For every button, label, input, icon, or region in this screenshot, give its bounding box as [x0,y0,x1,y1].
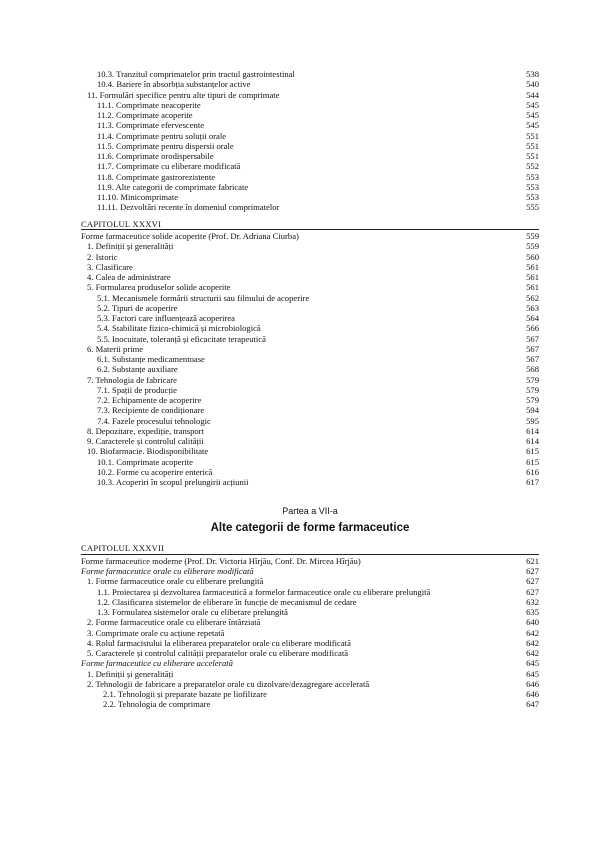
toc-entry-page: 627 [526,586,539,597]
toc-entry[interactable] [81,405,539,415]
toc-entry-page: 545 [526,99,539,110]
toc-entry-title: 4. Rolul farmacistului la eliberarea preparatelor orale cu eliberare modificată [87,637,351,648]
toc-entry-title: 5. Formularea produselor solide acoperite [87,282,231,293]
toc-entry[interactable] [81,192,539,202]
toc-entry[interactable] [81,617,539,627]
toc-entry[interactable] [81,658,539,668]
toc-entry[interactable] [81,467,539,477]
toc-entry[interactable] [81,141,539,151]
toc-entry-page: 595 [526,415,539,426]
toc-entry-title: 10.2. Forme cu acoperire enterică [97,466,213,477]
toc-entry-title: 11.11. Dezvoltări recente în domeniul comprimatelor [97,202,280,213]
toc-entry-title: 5.5. Inocuitate, toleranță și eficacitate terapeutică [97,333,266,344]
toc-entry-page: 642 [526,637,539,648]
toc-entry-page: 615 [526,456,539,467]
toc-entry[interactable] [81,395,539,405]
part-label: Partea a VII-a [282,506,338,517]
toc-entry-title: 7. Tehnologia de fabricare [87,374,177,385]
toc-entry[interactable] [81,323,539,333]
toc-entry-page: 635 [526,607,539,617]
toc-entry[interactable] [81,689,539,699]
toc-entry[interactable] [81,669,539,679]
toc-entry[interactable] [81,364,539,374]
toc-entry-title: 11.10. Minicomprimate [97,192,179,202]
toc-entry-page: 614 [526,436,539,446]
toc-entry-page: 551 [526,130,539,141]
toc-entry-page: 615 [526,446,539,457]
toc-entry-title: 1.3. Formularea sistemelor orale cu eliberare prelungită [97,607,288,617]
toc-entry[interactable] [81,446,539,456]
toc-entry-title: Forme farmaceutice cu eliberare accelerată [81,658,233,669]
toc-entry-page: 640 [526,617,539,628]
toc-entry[interactable] [81,597,539,607]
toc-entry-page: 567 [526,333,539,344]
toc-entry-title: 1.1. Proiectarea și dezvoltarea farmaceutică a formelor farmaceutice orale cu eliberare prelungită [97,586,431,597]
toc-entry[interactable] [81,110,539,120]
toc-entry[interactable] [81,426,539,436]
toc-entry[interactable] [81,607,539,617]
chapter-rule [81,229,539,230]
chapter-xxxvii-entries [81,556,539,710]
toc-entry-title: 10.3. Tranzitul comprimatelor prin tractul gastrointestinal [97,69,295,79]
toc-entry[interactable] [81,262,539,272]
toc-entry-title: 7.2. Echipamente de acoperire [97,395,202,405]
toc-entry-title: 11.1. Comprimate neacoperite [97,99,201,110]
toc-entry-title: 2.1. Tehnologii și preparate bazate pe liofilizare [103,689,267,699]
toc-entry-page: 616 [526,466,539,477]
toc-entry-title: Forme farmaceutice moderne (Prof. Dr. Victoria Hîrjău, Conf. Dr. Mircea Hîrjău) [81,555,361,566]
toc-entry-title: 1. Definiții și generalități [87,668,174,679]
toc-entry-page: 567 [526,354,539,364]
toc-entry-page: 553 [526,171,539,182]
toc-entry[interactable] [81,679,539,689]
toc-entry-page: 647 [526,699,539,710]
toc-entry-title: 11.8. Comprimate gastrorezistente [97,171,216,182]
toc-entry-page: 551 [526,151,539,161]
toc-entry-title: 11.3. Comprimate efervescente [97,120,205,131]
toc-entry-page: 545 [526,120,539,131]
toc-entry[interactable] [81,120,539,130]
toc-entry-page: 551 [526,140,539,151]
toc-entry[interactable] [81,182,539,192]
toc-entry-title: 10.3. Acoperiri în scopul prelungirii acțiunii [97,477,249,487]
toc-entry-page: 563 [526,302,539,313]
toc-entry[interactable] [81,457,539,467]
toc-entry-title: 5.1. Mecanismele formării structurii sau filmului de acoperire [97,292,310,303]
toc-entry-page: 566 [526,323,539,334]
toc-entry-page: 642 [526,627,539,638]
toc-entry[interactable] [81,252,539,262]
toc-entry-page: 614 [526,425,539,436]
toc-entry-title: 1.2. Clasificarea sistemelor de eliberare în funcție de mecanismul de cedare [97,596,357,607]
toc-entry[interactable] [81,385,539,395]
toc-entry-title: 6.1. Substanțe medicamentoase [97,354,205,364]
toc-entry-page: 561 [526,261,539,272]
toc-entry-title: 11.4. Comprimate pentru soluții orale [97,130,227,141]
toc-entry-title: 7.1. Spații de producție [97,384,177,395]
chapter-rule [81,554,539,555]
toc-entry-title: 10.1. Comprimate acoperite [97,456,193,467]
toc-entry-page: 627 [526,576,539,587]
toc-entry-title: 10. Biofarmacie. Biodisponibilitate [87,446,209,457]
toc-entry-page: 646 [526,678,539,689]
part-header [81,505,539,537]
toc-entry-title: 2. Istoric [87,251,118,262]
toc-entry-title: 7.3. Recipiente de condiționare [97,405,205,416]
toc-entry[interactable] [81,556,539,566]
chapter-xxxvi [81,219,539,488]
part-title: Alte categorii de forme farmaceutice [210,522,410,535]
toc-entry-page: 621 [526,555,539,566]
toc-entry-title: 11.7. Comprimate cu eliberare modificată [97,161,241,172]
chapter-xxxvi-entries [81,231,539,487]
toc-entry-page: 617 [526,477,539,487]
toc-entry[interactable] [81,334,539,344]
toc-entry-page: 538 [526,69,539,79]
toc-entry-page: 579 [526,384,539,395]
toc-entry[interactable] [81,566,539,576]
toc-entry[interactable] [81,202,539,212]
toc-entry-page: 540 [526,79,539,90]
toc-entry[interactable] [81,375,539,385]
toc-entry-title: 9. Caracterele și controlul calității [87,436,204,446]
toc-entry-title: 3. Comprimate orale cu acțiune repetată [87,627,225,638]
toc-entry[interactable] [81,477,539,487]
toc-entry-page: 553 [526,192,539,202]
toc-entry[interactable] [81,344,539,354]
toc-entry[interactable] [81,354,539,364]
toc-entry-page: 561 [526,282,539,293]
toc-entry-page: 553 [526,181,539,192]
toc-entry-title: Forme farmaceutice orale cu eliberare modificată [81,566,254,576]
toc-entry-page: 564 [526,313,539,323]
toc-entry[interactable] [81,69,539,79]
toc-entry[interactable] [81,638,539,648]
toc-continued-list [81,69,539,213]
toc-entry-page: 560 [526,251,539,262]
toc-entry[interactable] [81,313,539,323]
toc-entry[interactable] [81,172,539,182]
toc-entry[interactable] [81,648,539,658]
toc-entry-page: 562 [526,292,539,303]
toc-entry[interactable] [81,151,539,161]
toc-entry-title: 6. Materii prime [87,343,144,354]
toc-entry-page: 645 [526,658,539,669]
toc-entry[interactable] [81,282,539,292]
toc-entry[interactable] [81,90,539,100]
table-of-contents [81,69,539,710]
toc-entry-title: Forme farmaceutice solide acoperite (Prof. Dr. Adriana Ciurba) [81,231,299,241]
toc-entry-title: 11. Formulări specifice pentru alte tipuri de comprimate [87,89,280,100]
toc-entry-title: 4. Calea de administrare [87,272,171,282]
toc-entry-title: 5.3. Factori care influențează acoperirea [97,313,235,323]
toc-entry-title: 5.4. Stabilitate fizico-chimică și microbiologică [97,323,261,334]
toc-entry-title: 3. Clasificare [87,261,133,272]
toc-entry-page: 552 [526,161,539,172]
toc-entry[interactable] [81,131,539,141]
toc-entry-page: 545 [526,110,539,120]
toc-entry-page: 561 [526,272,539,282]
toc-entry[interactable] [81,303,539,313]
toc-entry[interactable] [81,272,539,282]
toc-entry[interactable] [81,416,539,426]
toc-entry-title: 11.6. Comprimate orodispersabile [97,151,214,161]
toc-entry-title: 2. Tehnologii de fabricare a preparatelor orale cu dizolvare/dezagregare accelerată [87,678,370,689]
toc-entry-title: 5. Caracterele și controlul calității preparatelor orale cu eliberare modificată [87,648,349,658]
toc-entry-page: 567 [526,343,539,354]
toc-entry-title: 11.9. Alte categorii de comprimate fabricate [97,181,249,192]
toc-entry-title: 2. Forme farmaceutice orale cu eliberare întârziată [87,617,261,628]
toc-entry-title: 5.2. Tipuri de acoperire [97,302,178,313]
toc-entry-page: 646 [526,689,539,699]
toc-entry-page: 642 [526,648,539,658]
toc-entry-page: 594 [526,405,539,416]
toc-entry[interactable] [81,699,539,709]
toc-entry[interactable] [81,241,539,251]
toc-entry-page: 579 [526,374,539,385]
toc-entry-title: 2.2. Tehnologia de comprimare [103,699,211,710]
toc-entry-title: 1. Definiții și generalități [87,241,174,252]
toc-entry-title: 8. Depozitare, expediție, transport [87,425,204,436]
toc-entry[interactable] [81,576,539,586]
toc-entry[interactable] [81,628,539,638]
toc-entry-page: 568 [526,364,539,375]
toc-entry-page: 544 [526,89,539,100]
chapter-xxxvii [81,543,539,709]
toc-entry[interactable] [81,231,539,241]
toc-entry-title: 6.2. Substanțe auxiliare [97,364,178,375]
toc-entry-title: 7.4. Fazele procesului tehnologic [97,415,211,426]
toc-entry[interactable] [81,436,539,446]
toc-entry-page: 645 [526,668,539,679]
toc-entry[interactable] [81,79,539,89]
toc-entry-title: 11.2. Comprimate acoperite [97,110,193,120]
toc-entry-page: 579 [526,395,539,405]
toc-entry-title: 10.4. Bariere în absorbția substanțelor active [97,79,251,90]
toc-entry-page: 559 [526,241,539,252]
toc-entry-title: 1. Forme farmaceutice orale cu eliberare prelungită [87,576,264,587]
toc-entry-page: 632 [526,596,539,607]
toc-entry[interactable] [81,161,539,171]
chapter-heading: CAPITOLUL XXXVII [81,543,165,554]
toc-entry[interactable] [81,587,539,597]
toc-entry[interactable] [81,100,539,110]
toc-entry[interactable] [81,293,539,303]
toc-entry-page: 627 [526,566,539,576]
chapter-heading: CAPITOLUL XXXVI [81,218,162,229]
toc-entry-title: 11.5. Comprimate pentru dispersii orale [97,140,234,151]
toc-entry-page: 555 [526,202,539,213]
toc-entry-page: 559 [526,231,539,241]
